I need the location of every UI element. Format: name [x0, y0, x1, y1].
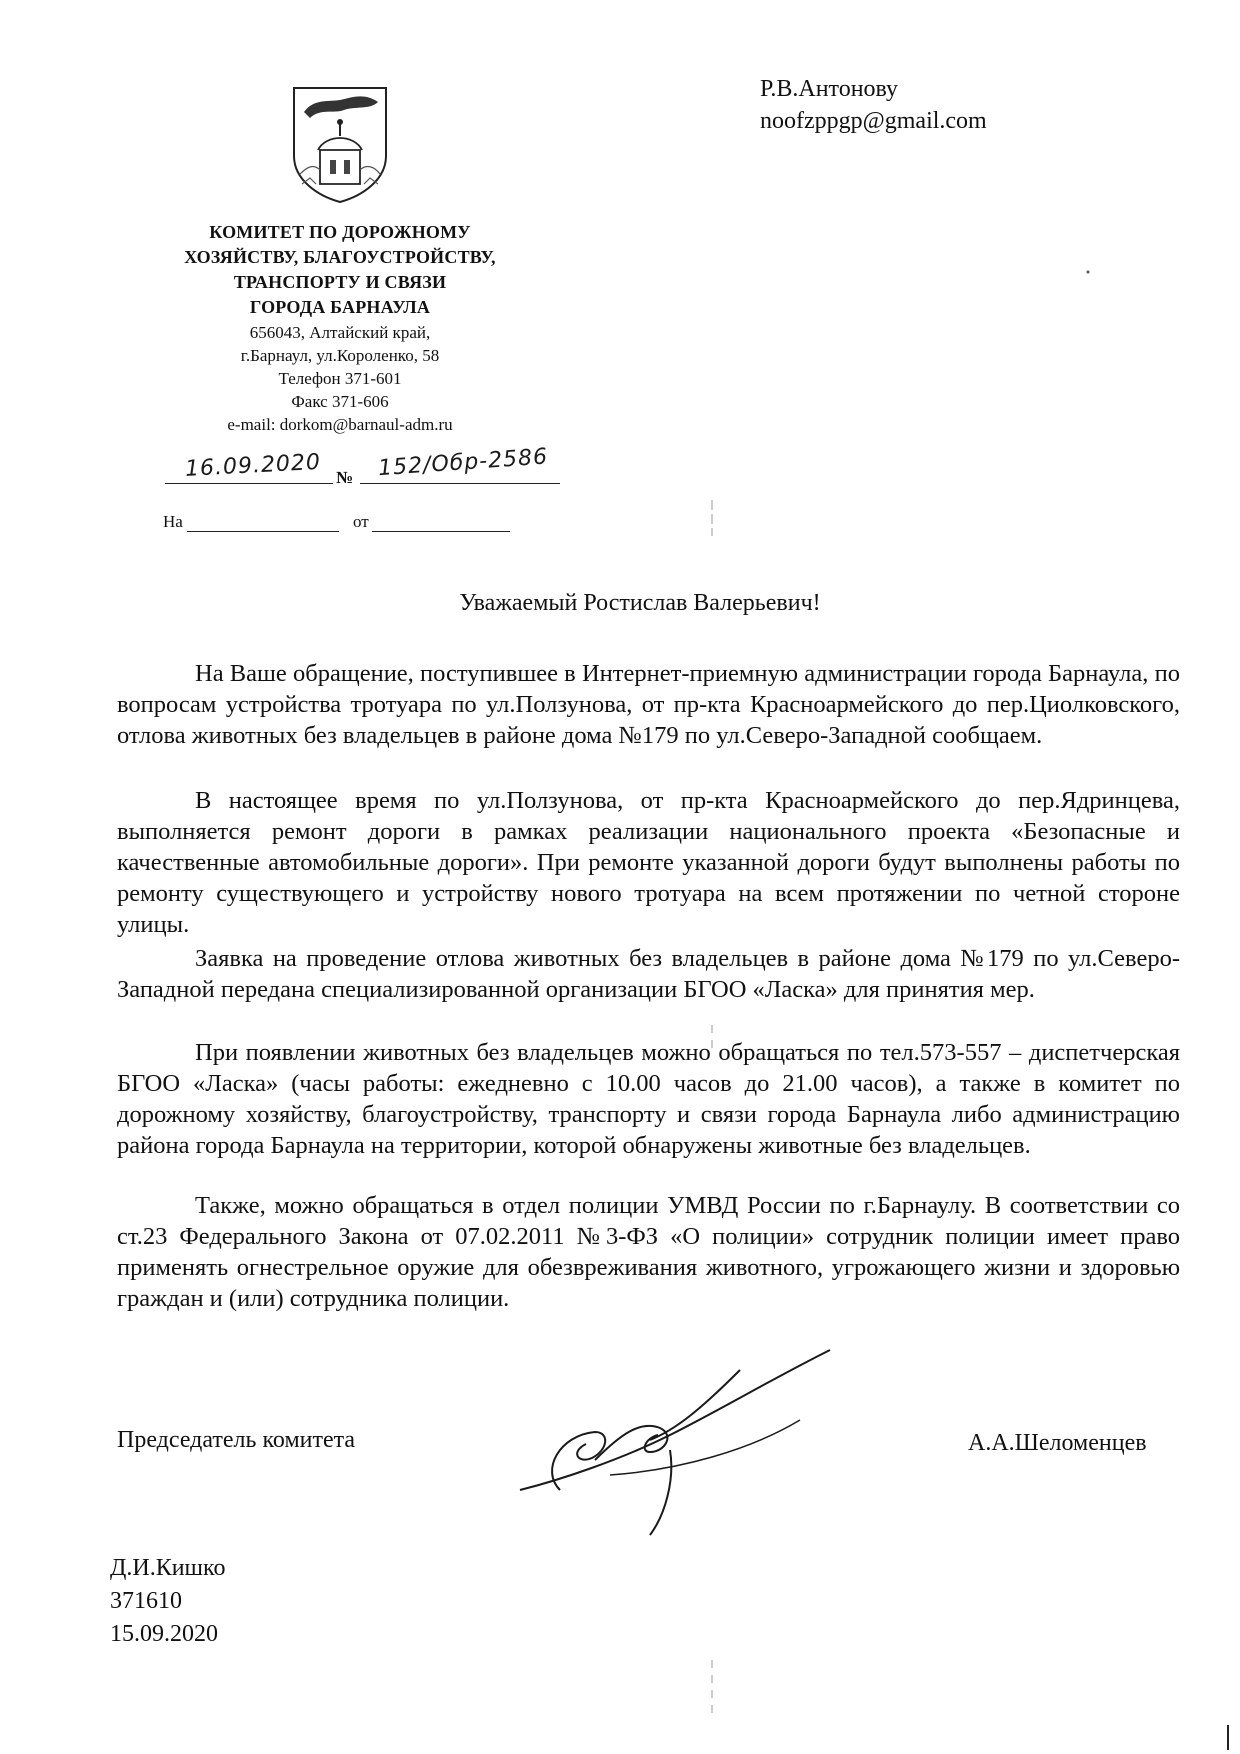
org-phone: Телефон 371-601 — [278, 369, 402, 388]
reference-ot-label: от — [353, 512, 369, 531]
reference-date-underline — [372, 531, 510, 532]
signer-title: Председатель комитета — [117, 1427, 356, 1453]
handwritten-signature — [500, 1340, 860, 1540]
reference-number-underline — [187, 531, 339, 532]
addressee-name: Р.В.Антонову — [760, 76, 899, 102]
org-email: e-mail: dorkom@barnaul-adm.ru — [227, 415, 453, 434]
org-name-line: ТРАНСПОРТУ И СВЯЗИ — [233, 272, 447, 292]
body-paragraph: В настоящее время по ул.Ползунова, от пр-кта Красноармейского до пер.Ядринцева, выполняется ремонт дороги в рамках реализации национального проекта «Безопасные и качественные автомобильные дороги». При ремонте указанной дороги будут выполнены работы по ремонту существующего и устройству нового тротуара на всем протяжении по четной стороне улицы. — [117, 787, 1180, 938]
org-address-line1: 656043, Алтайский край, — [249, 323, 431, 342]
reference-na-label: На — [163, 512, 183, 531]
body-paragraph: Также, можно обращаться в отдел полиции УМВД России по г.Барнаулу. В соответствии со ст.23 Федерального Закона от 07.02.2011 №3-ФЗ «О полиции» сотрудник полиции имеет право применять огнестрельное оружие для обезвреживания животного, угрожающего жизни и здоровью граждан и (или) сотрудника полиции. — [117, 1192, 1180, 1312]
executor-date: 15.09.2020 — [110, 1621, 218, 1647]
org-address-line2: г.Барнаул, ул.Короленко, 58 — [240, 346, 440, 365]
barnaul-coat-of-arms-icon — [290, 84, 390, 204]
executor-name: Д.И.Кишко — [110, 1555, 226, 1581]
greeting: Уважаемый Ростислав Валерьевич! — [459, 590, 821, 616]
org-name-line: ХОЗЯЙСТВУ, БЛАГОУСТРОЙСТВУ, — [184, 247, 496, 267]
registration-number: 152/Обр-2586 — [377, 444, 549, 482]
body-paragraph: На Ваше обращение, поступившее в Интернет-приемную администрации города Барнаула, по вопросам устройства тротуара по ул.Ползунова, от пр-кта Красноармейского до пер.Циолковского, отлова животных без владельцев в районе дома №179 по ул.Северо-Западной сообщаем. — [117, 660, 1180, 749]
reg-date-underline — [165, 483, 333, 484]
org-fax: Факс 371-606 — [291, 392, 389, 411]
body-paragraph: При появлении животных без владельцев можно обращаться по тел.573-557 – диспетчерская БГОО «Ласка» (часы работы: ежедневно с 10.00 часов до 21.00 часов), а также в комитет по дорожному хозяйству, благоустройству, транспорту и связи города Барнаула либо администрацию района города Барнаула на территории, которой обнаружены животные без владельцев. — [117, 1039, 1180, 1159]
executor-phone: 371610 — [110, 1588, 182, 1614]
registration-date: 16.09.2020 — [184, 449, 322, 482]
reg-number-underline — [360, 483, 560, 484]
org-name-line: ГОРОДА БАРНАУЛА — [249, 297, 431, 317]
org-name-line: КОМИТЕТ ПО ДОРОЖНОМУ — [209, 222, 471, 242]
org-name — [140, 220, 540, 320]
addressee-email: noofzppgp@gmail.com — [760, 108, 987, 134]
signer-name: А.А.Шеломенцев — [968, 1430, 1147, 1456]
registration-number-label: № — [336, 468, 354, 487]
body-paragraph: Заявка на проведение отлова животных без владельцев в районе дома №179 по ул.Северо-Западной передана специализированной организации БГОО «Ласка» для принятия мер. — [117, 945, 1180, 1003]
